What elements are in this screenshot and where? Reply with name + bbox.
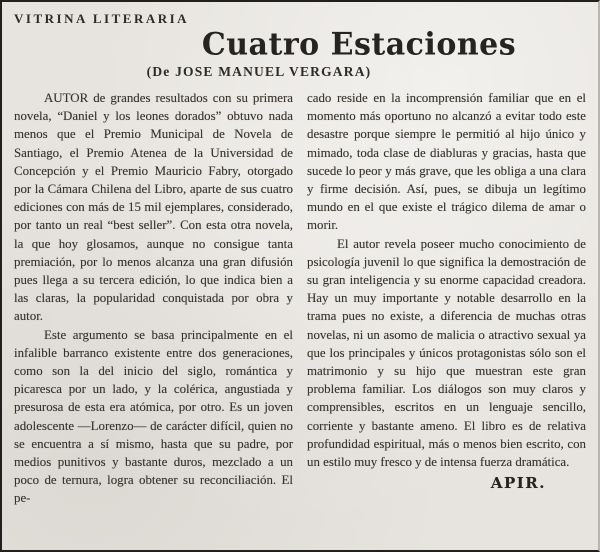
paragraph-author-intro: AUTOR de grandes resultados con su primera novela, “Daniel y los leones dorados” obtuvo nada menos que el Premio Municipal de Novela de Santiago, el Premio Atenea de la Universidad de Concepción y el Premio Mauricio Fabry, otorgado por la Cámara Chilena del Libro, aparte de sus cuatro ediciones con más de 15 mil ejemplares, considerado, por tanto un real “best seller”. Con esta otra novela, la que hoy glosamos, aunque no consigue tanta premiación, por lo menos alcanza una gran difusión pues llega a su tercera edición, lo que indica bien a las claras, la popularidad conquistada por obra y autor. bbox=[14, 91, 293, 324]
section-kicker: VITRINA LITERARIA bbox=[14, 11, 190, 26]
author-signature: APIR. bbox=[490, 474, 546, 493]
article-byline: (De JOSE MANUEL VERGARA) bbox=[146, 64, 372, 79]
paragraph-analysis: El autor revela poseer mucho conocimiento de psicología juvenil lo que significa la demostración de su gran inteligencia y su enorme capacidad creadora. Hay un muy importante y notable desarrollo en la trama pues no existe, a diferencia de muchas otras novelas, ni un asomo de malicia o atractivo sexual ya que los principales y únicos protagonistas sólo son el matrimonio y su hijo que muestran este gran problema familiar. Los diálogos son muy claros y comprensibles, escritos en un lenguaje sencillo, corriente y bastante ameno. El libro es de relativa profundidad espiritual, más o menos bien escrito, con un estilo muy fresco y de intensa fuerza dramática. bbox=[307, 236, 586, 470]
article-title: Cuatro Estaciones bbox=[201, 26, 517, 63]
left-column bbox=[14, 89, 293, 508]
article-body bbox=[14, 89, 586, 508]
paragraph-continuation: cado reside en la incomprensión familiar que en el momento más oportuno no alcanzó a evitar todo este desastre porque siempre le permitió al hijo único y mimado, toda clase de diabluras y gracias, hasta que sucede lo peor y más grave, que les obliga a una clara y firme decisión. Así, pues, se dibuja un legítimo mundo en el que existe el trágico dilema de amar o morir. bbox=[307, 91, 586, 233]
paragraph-argument: Este argumento se basa principalmente en el infalible barranco existente entre dos generaciones, como son la del inicio del siglo, romántica y picaresca por un lado, y la colérica, angustiada y presurosa de esta era atómica, por otro. Es un joven adolescente —Lorenzo— de carácter difícil, quien no se encuentra a sí mismo, hasta que su padre, por medios punitivos y bastante duros, mezclado a un poco de ternura, logra obtener su reconciliación. El pe- bbox=[14, 327, 293, 506]
right-column bbox=[307, 89, 586, 508]
